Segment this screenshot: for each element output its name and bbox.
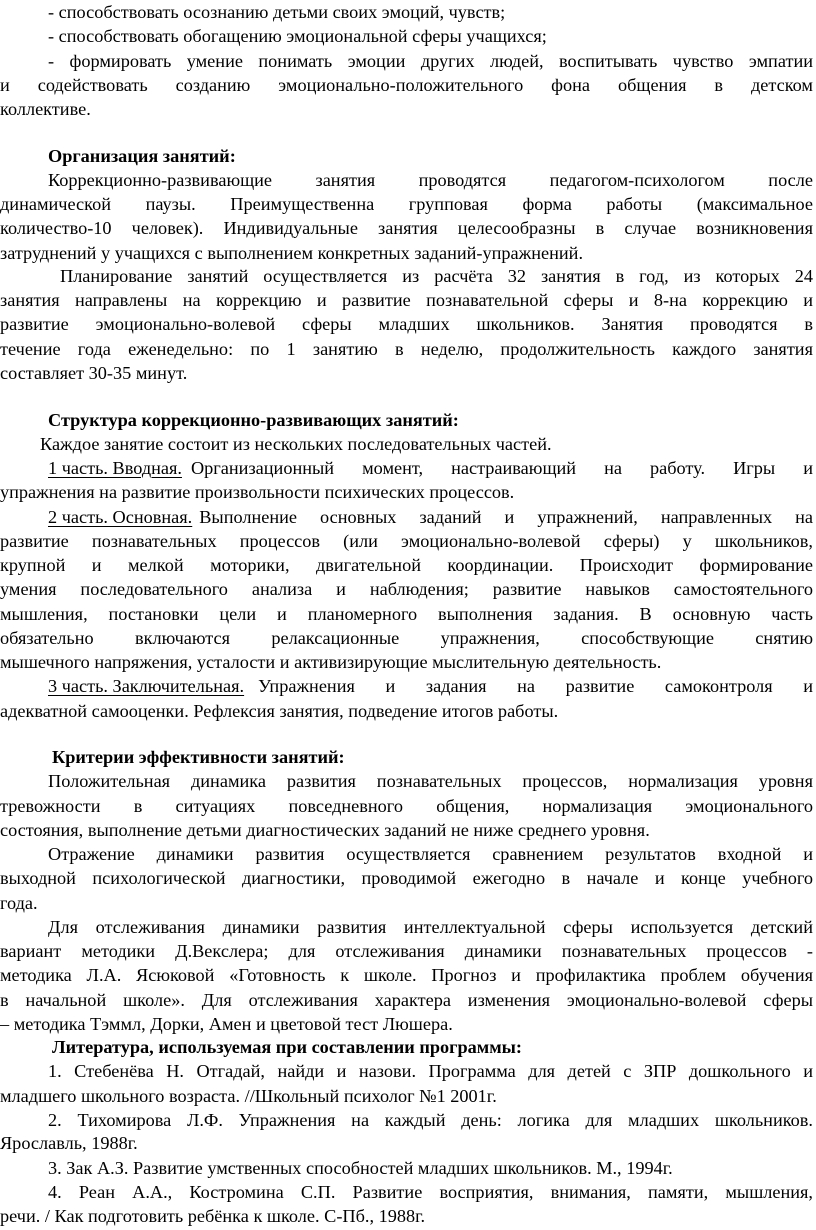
literature-line: речи. / Как подготовить ребёнка к школе. С-Пб., 1988г. bbox=[0, 1206, 426, 1226]
intro-line: коллективе. bbox=[0, 99, 91, 119]
paragraph-line: развитие эмоционально-волевой сферы младших школьников. Занятия проводятся в bbox=[0, 314, 813, 335]
paragraph-line: года. bbox=[0, 892, 38, 913]
part2-label: 2 часть. Основная. bbox=[48, 506, 193, 527]
paragraph-line: тревожности в ситуациях повседневного общения, нормализация эмоционального bbox=[0, 795, 813, 816]
part1-line bbox=[48, 456, 813, 480]
intro-line: - способствовать обогащению эмоциональной сферы учащихся; bbox=[48, 26, 547, 47]
paragraph-line: развитие познавательных процессов (или эмоционально-волевой сферы) у школьников, bbox=[0, 530, 813, 551]
literature-line: 1. Стебенёва Н. Отгадай, найди и назови. Программа для детей с ЗПР дошкольного и bbox=[48, 1061, 813, 1082]
paragraph-line: методика Л.А. Ясюковой «Готовность к школе. Прогноз и профилактика проблем обучения bbox=[0, 965, 813, 986]
paragraph-line: упражнения на развитие произвольности психических процессов. bbox=[0, 482, 515, 503]
paragraph-line: вариант методики Д.Векслера; для отслеживания динамики познавательных процессов - bbox=[0, 941, 813, 962]
intro-line: и содействовать созданию эмоционально-положительного фона общения в детском bbox=[0, 74, 813, 95]
paragraph-line: выходной психологической диагностики, проводимой ежегодно в начале и конце учебного bbox=[0, 868, 813, 889]
paragraph-line: затруднений у учащихся с выполнением конкретных заданий-упражнений. bbox=[0, 242, 584, 263]
literature-line: 4. Реан А.А., Костромина С.П. Развитие восприятия, внимания, памяти, мышления, bbox=[48, 1181, 813, 1202]
literature-line: 2. Тихомирова Л.Ф. Упражнения на каждый день: логика для младших школьников. bbox=[48, 1109, 813, 1130]
paragraph-line: течение года еженедельно: по 1 занятию в неделю, продолжительность каждого занятия bbox=[0, 338, 813, 359]
paragraph-line: мышления, постановки цели и планомерного выполнения задания. В основную часть bbox=[0, 603, 813, 624]
section-heading-criteria: Критерии эффективности занятий: bbox=[52, 747, 345, 768]
paragraph-line: Коррекционно-развивающие занятия проводятся педагогом-психологом после bbox=[48, 169, 813, 190]
paragraph-line: крупной и мелкой моторики, двигательной координации. Происходит формирование bbox=[0, 555, 813, 575]
paragraph-line: состояния, выполнение детьми диагностических заданий не ниже среднего уровня. bbox=[0, 819, 650, 840]
section-heading-literature: Литература, используемая при составлении программы: bbox=[52, 1037, 522, 1058]
section-heading-structure: Структура коррекционно-развивающих занятий: bbox=[48, 409, 459, 430]
part3-label: 3 часть. Заключительная. bbox=[48, 676, 245, 697]
part3-text: Упражнения и задания на развитие самоконтроля и bbox=[258, 676, 813, 697]
part2-line bbox=[48, 505, 813, 529]
paragraph-line: занятия направлены на коррекцию и развитие познавательной сферы и 8-на коррекцию и bbox=[0, 290, 813, 311]
paragraph-line: Каждое занятие состоит из нескольких последовательных частей. bbox=[40, 433, 552, 454]
paragraph-line: Планирование занятий осуществляется из расчёта 32 занятия в год, из которых 24 bbox=[60, 265, 813, 286]
intro-line: - способствовать осознанию детьми своих эмоций, чувств; bbox=[48, 2, 506, 22]
paragraph-line: умения последовательного анализа и наблюдения; развитие навыков самостоятельного bbox=[0, 579, 813, 600]
paragraph-line: Отражение динамики развития осуществляется сравнением результатов входной и bbox=[48, 844, 813, 865]
intro-line: - формировать умение понимать эмоции других людей, воспитывать чувство эмпатии bbox=[48, 50, 813, 71]
paragraph-line: – методика Тэммл, Дорки, Амен и цветовой тест Люшера. bbox=[0, 1013, 453, 1034]
paragraph-line: количество-10 человек). Индивидуальные занятия целесообразны в случае возникновения bbox=[0, 218, 813, 239]
paragraph-line: адекватной самооценки. Рефлексия занятия, подведение итогов работы. bbox=[0, 700, 559, 721]
part1-label: 1 часть. Вводная. bbox=[48, 458, 182, 478]
part3-line bbox=[48, 674, 813, 698]
literature-line: младшего школьного возраста. //Школьный психолог №1 2001г. bbox=[0, 1085, 497, 1106]
paragraph-line: составляет 30-35 минут. bbox=[0, 362, 188, 383]
paragraph-line: обязательно включаются релаксационные упражнения, способствующие снятию bbox=[0, 627, 813, 648]
paragraph-line: динамической паузы. Преимущественна групповая форма работы (максимальное bbox=[0, 194, 813, 215]
paragraph-line: в начальной школе». Для отслеживания характера изменения эмоционально-волевой сферы bbox=[0, 989, 813, 1010]
paragraph-line: мышечного напряжения, усталости и активизирующие мыслительную деятельность. bbox=[0, 652, 662, 672]
part1-text: Организационный момент, настраивающий на работу. Игры и bbox=[190, 458, 813, 478]
paragraph-line: Положительная динамика развития познавательных процессов, нормализация уровня bbox=[48, 771, 813, 792]
paragraph-line: Для отслеживания динамики развития интеллектуальной сферы используется детский bbox=[48, 916, 813, 937]
part2-text: Выполнение основных заданий и упражнений, направленных на bbox=[199, 506, 813, 527]
section-heading-organization: Организация занятий: bbox=[48, 145, 236, 166]
literature-line: 3. Зак А.З. Развитие умственных способностей младших школьников. М., 1994г. bbox=[48, 1157, 673, 1178]
literature-line: Ярославль, 1988г. bbox=[0, 1133, 138, 1154]
